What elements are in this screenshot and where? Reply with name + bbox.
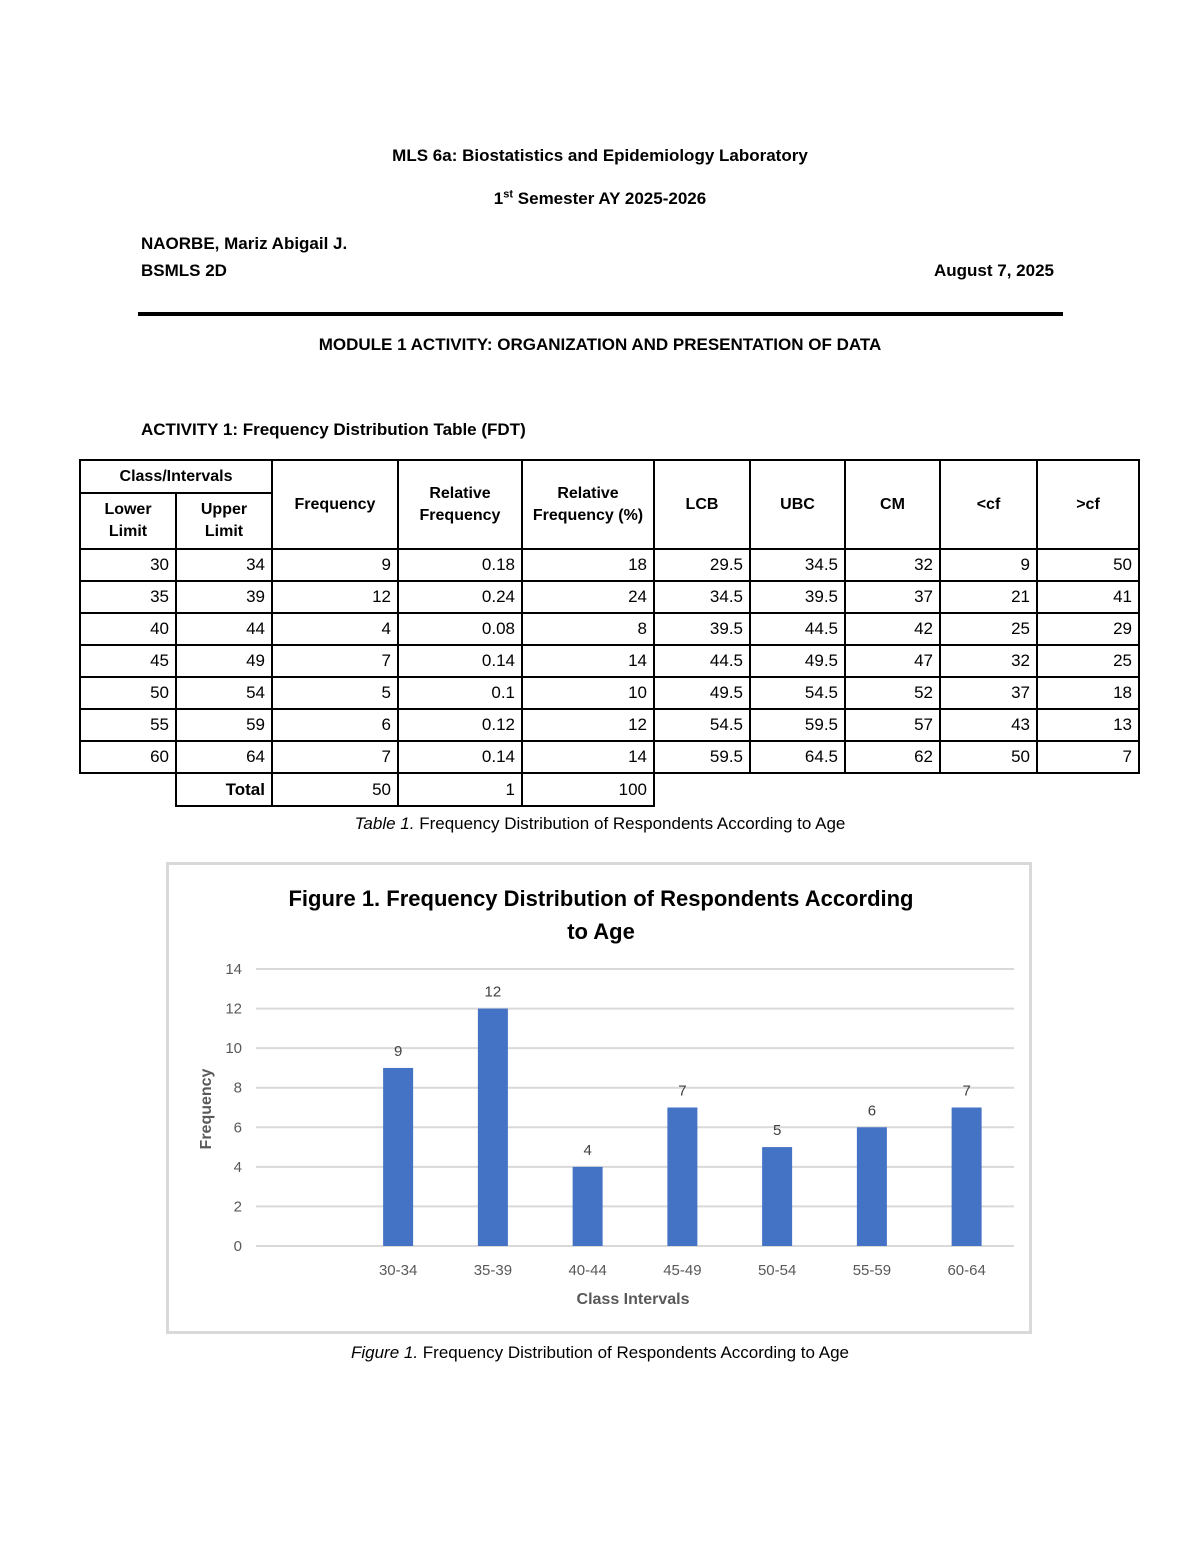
total-relative-frequency-percent: 100 — [522, 773, 654, 806]
table-row — [80, 741, 1139, 773]
y-tick-label: 2 — [233, 1198, 242, 1216]
x-tick-label: 60-64 — [947, 1262, 986, 1279]
table-cell: 39.5 — [654, 613, 750, 645]
table-caption-label: Table 1. — [354, 814, 415, 833]
table-cell: 32 — [845, 549, 940, 581]
table-cell: 12 — [272, 581, 398, 613]
col-header-relative-frequency: Relative Frequency — [398, 460, 522, 549]
course-title: MLS 6a: Biostatistics and Epidemiology Laboratory — [392, 146, 808, 165]
semester-text: Semester AY 2025-2026 — [513, 189, 707, 208]
table-cell: 30 — [80, 549, 176, 581]
table-row — [80, 581, 1139, 613]
table-cell: 9 — [940, 549, 1037, 581]
col-header-upper-limit: Upper Limit — [176, 493, 272, 549]
y-axis-label: Frequency — [198, 1068, 215, 1150]
table-cell: 0.24 — [398, 581, 522, 613]
student-name: NAORBE, Mariz Abigail J. — [141, 234, 348, 253]
data-label: 7 — [678, 1082, 687, 1100]
table-cell: 62 — [845, 741, 940, 773]
table-cell: 9 — [272, 549, 398, 581]
table-cell: 7 — [272, 741, 398, 773]
figure-caption — [0, 1343, 1200, 1363]
total-relative-frequency: 1 — [398, 773, 522, 806]
chart-title-line2: to Age — [567, 919, 635, 944]
table-cell: 0.18 — [398, 549, 522, 581]
table-row — [80, 613, 1139, 645]
table-cell: 64.5 — [750, 741, 845, 773]
table-cell: 50 — [80, 677, 176, 709]
table-cell: 54.5 — [750, 677, 845, 709]
table-cell: 25 — [1037, 645, 1139, 677]
bar — [667, 1108, 697, 1247]
table-cell: 40 — [80, 613, 176, 645]
table-cell: 18 — [1037, 677, 1139, 709]
col-header-cm: CM — [845, 460, 940, 549]
table-cell: 43 — [940, 709, 1037, 741]
table-cell: 29 — [1037, 613, 1139, 645]
table-cell: 0.14 — [398, 645, 522, 677]
bar — [762, 1147, 792, 1246]
table-cell: 6 — [272, 709, 398, 741]
class-intervals-header: Class/Intervals — [80, 460, 272, 493]
table-row — [80, 645, 1139, 677]
table-cell: 47 — [845, 645, 940, 677]
bar — [573, 1167, 603, 1246]
table-cell: 49.5 — [750, 645, 845, 677]
table-cell: 57 — [845, 709, 940, 741]
table-cell: 8 — [522, 613, 654, 645]
table-cell: 54 — [176, 677, 272, 709]
table-body — [80, 549, 1139, 773]
table-cell: 52 — [845, 677, 940, 709]
table-cell: 0.1 — [398, 677, 522, 709]
table-cell: 41 — [1037, 581, 1139, 613]
table-cell: 45 — [80, 645, 176, 677]
table-cell: 59.5 — [750, 709, 845, 741]
table-spacer — [80, 773, 176, 806]
table-cell: 24 — [522, 581, 654, 613]
grid-lines — [256, 969, 1014, 1246]
table-cell: 50 — [940, 741, 1037, 773]
y-tick-label: 0 — [233, 1238, 242, 1255]
table-cell: 44.5 — [654, 645, 750, 677]
table-cell: 21 — [940, 581, 1037, 613]
chart-title-line1: Figure 1. Frequency Distribution of Respondents According — [288, 886, 914, 911]
table-cell: 54.5 — [654, 709, 750, 741]
data-label: 6 — [867, 1102, 877, 1120]
x-tick-label: 45-49 — [663, 1262, 702, 1279]
table-cell: 37 — [845, 581, 940, 613]
table-caption-text: Frequency Distribution of Respondents According to Age — [414, 814, 846, 833]
table-cell: 7 — [272, 645, 398, 677]
data-label: 9 — [393, 1042, 403, 1060]
header-divider — [138, 312, 1063, 316]
bar — [857, 1127, 887, 1246]
table-cell: 34.5 — [750, 549, 845, 581]
table-cell: 49.5 — [654, 677, 750, 709]
table-cell: 37 — [940, 677, 1037, 709]
x-tick-label: 35-39 — [473, 1262, 513, 1279]
module-title: MODULE 1 ACTIVITY: ORGANIZATION AND PRESENTATION OF DATA — [318, 335, 882, 354]
semester-ordinal: st — [503, 188, 514, 201]
figure-caption-text: Frequency Distribution of Respondents According to Age — [418, 1343, 849, 1362]
semester-number: 1 — [493, 189, 504, 208]
table-cell: 25 — [940, 613, 1037, 645]
table-row — [80, 709, 1139, 741]
table-cell: 29.5 — [654, 549, 750, 581]
table-cell: 4 — [272, 613, 398, 645]
x-tick-label: 30-34 — [378, 1262, 418, 1279]
figure-caption-label: Figure 1. — [350, 1343, 419, 1362]
table-cell: 44.5 — [750, 613, 845, 645]
table-cell: 0.14 — [398, 741, 522, 773]
data-label: 12 — [484, 983, 502, 1001]
table-cell: 59 — [176, 709, 272, 741]
table-cell: 34 — [176, 549, 272, 581]
table-cell: 60 — [80, 741, 176, 773]
bar — [952, 1108, 982, 1247]
table-cell: 59.5 — [654, 741, 750, 773]
col-header-relative-frequency-percent: Relative Frequency (%) — [522, 460, 654, 549]
y-tick-label: 14 — [225, 961, 242, 978]
col-header-lcb: LCB — [654, 460, 750, 549]
bar — [478, 1009, 508, 1246]
table-cell: 12 — [522, 709, 654, 741]
x-tick-label: 40-44 — [568, 1262, 607, 1279]
bar — [383, 1068, 413, 1246]
y-tick-label: 6 — [233, 1119, 242, 1137]
table-cell: 44 — [176, 613, 272, 645]
y-tick-label: 10 — [225, 1040, 242, 1058]
frequency-distribution-table — [79, 459, 1140, 807]
col-header-less-than-cf: <cf — [940, 460, 1037, 549]
table-cell: 64 — [176, 741, 272, 773]
table-cell: 39 — [176, 581, 272, 613]
bar-chart — [169, 865, 1029, 1331]
table-cell: 34.5 — [654, 581, 750, 613]
section: BSMLS 2D — [141, 261, 227, 280]
data-label: 5 — [772, 1122, 782, 1140]
table-cell: 13 — [1037, 709, 1139, 741]
table-cell: 49 — [176, 645, 272, 677]
table-spacer — [654, 773, 1139, 806]
table-cell: 14 — [522, 741, 654, 773]
col-header-lower-limit: Lower Limit — [80, 493, 176, 549]
x-axis-label: Class Intervals — [576, 1291, 690, 1308]
semester-line — [0, 189, 1200, 209]
total-label: Total — [176, 773, 272, 806]
col-header-greater-than-cf: >cf — [1037, 460, 1139, 549]
y-tick-label: 8 — [233, 1079, 242, 1097]
table-cell: 10 — [522, 677, 654, 709]
table-cell: 55 — [80, 709, 176, 741]
table-cell: 0.08 — [398, 613, 522, 645]
table-caption — [0, 814, 1200, 834]
total-frequency: 50 — [272, 773, 398, 806]
table-cell: 14 — [522, 645, 654, 677]
data-label: 7 — [962, 1082, 971, 1100]
col-header-frequency: Frequency — [272, 460, 398, 549]
table-cell: 42 — [845, 613, 940, 645]
table-row — [80, 549, 1139, 581]
y-tick-label: 4 — [233, 1158, 242, 1176]
date: August 7, 2025 — [934, 261, 1054, 280]
table-cell: 7 — [1037, 741, 1139, 773]
data-label: 4 — [583, 1141, 592, 1159]
table-cell: 5 — [272, 677, 398, 709]
x-tick-label: 55-59 — [852, 1262, 892, 1279]
x-tick-label: 50-54 — [757, 1262, 797, 1279]
table-cell: 50 — [1037, 549, 1139, 581]
chart-container — [166, 862, 1032, 1334]
activity-title: ACTIVITY 1: Frequency Distribution Table (FDT) — [141, 420, 526, 439]
y-tick-label: 12 — [225, 1000, 242, 1018]
table-cell: 18 — [522, 549, 654, 581]
table-cell: 39.5 — [750, 581, 845, 613]
table-cell: 32 — [940, 645, 1037, 677]
col-header-ubc: UBC — [750, 460, 845, 549]
table-cell: 0.12 — [398, 709, 522, 741]
table-cell: 35 — [80, 581, 176, 613]
table-row — [80, 677, 1139, 709]
